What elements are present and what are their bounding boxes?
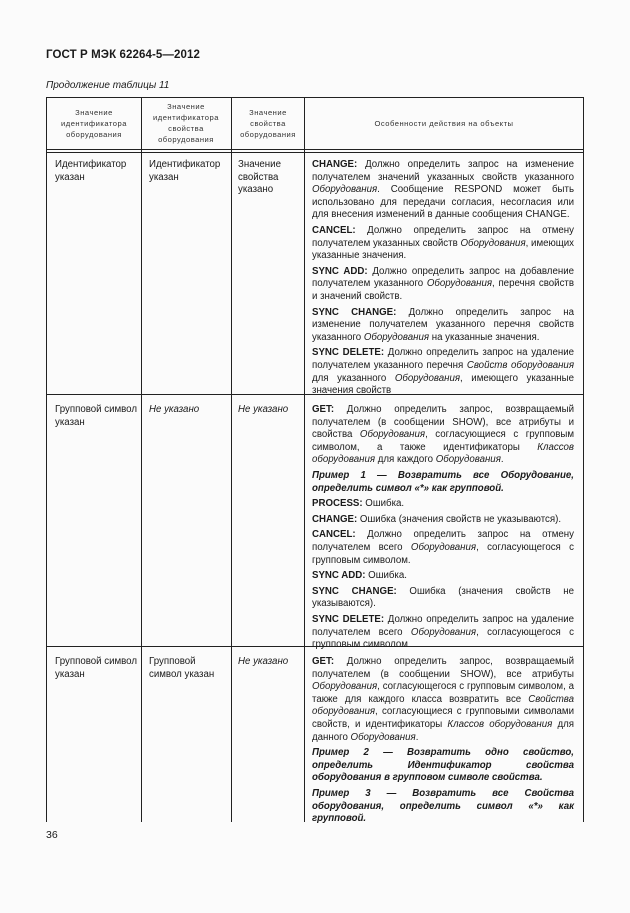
row-divider bbox=[46, 152, 584, 153]
description-text: . Сообщение RESPOND может быть использовано для передачи согласия, несогласия или для внесения изменений в данные сообщения CHANGE. bbox=[312, 184, 574, 221]
description-text: , имеющих указанные значения. bbox=[312, 237, 575, 262]
italic-term: Оборудования bbox=[410, 626, 477, 638]
description-text: , согласующегося с групповым символом. bbox=[312, 541, 574, 566]
description-text: . bbox=[500, 454, 504, 466]
description-paragraph bbox=[312, 225, 574, 263]
action-keyword: SYNC ADD: bbox=[312, 570, 366, 582]
description-text: , согласующегося с групповым символом bbox=[312, 626, 574, 651]
action-keyword: CANCEL: bbox=[312, 224, 356, 236]
description-text: Должно определить запрос, возвращаемый получателем (в сообщении SHOW), все атрибуты и свойства bbox=[312, 404, 574, 441]
description-text: . bbox=[415, 731, 419, 743]
description-text: Должно определить запрос на изменение получателем значений указанных свойств указанного bbox=[312, 159, 574, 183]
italic-term: Оборудования bbox=[410, 541, 477, 553]
table-11 bbox=[46, 97, 584, 825]
description-text: Ошибка. bbox=[365, 570, 407, 582]
description-text: Ошибка (значения свойств не указываются). bbox=[357, 513, 562, 525]
column-divider bbox=[583, 97, 584, 822]
action-keyword: GET: bbox=[312, 656, 335, 667]
description-paragraph bbox=[312, 266, 574, 304]
example-paragraph bbox=[312, 747, 574, 785]
action-keyword: SYNC CHANGE: bbox=[312, 585, 397, 597]
italic-term: Оборудования bbox=[359, 429, 426, 441]
row1-property-id: Идентификатор указан bbox=[149, 159, 221, 183]
italic-term: Оборудования bbox=[426, 278, 493, 290]
description-paragraph bbox=[312, 347, 574, 397]
action-keyword: CHANGE: bbox=[312, 513, 358, 525]
description-text: на указанные значения. bbox=[429, 331, 540, 343]
row2-property-value: Не указано bbox=[238, 404, 289, 415]
description-paragraph bbox=[312, 586, 574, 611]
italic-term: Оборудования bbox=[312, 681, 378, 693]
header-property-value: Значение свойства оборудования bbox=[240, 107, 296, 139]
header-property-id: Значение идентификатора свойства оборудования bbox=[153, 102, 219, 144]
header-action-description: Особенности действия на объекты bbox=[374, 118, 514, 128]
description-paragraph bbox=[312, 614, 574, 652]
description-paragraph bbox=[312, 159, 574, 222]
action-keyword: SYNC CHANGE: bbox=[312, 306, 397, 318]
description-text: Должно определить запрос на удаление получателем всего bbox=[312, 613, 574, 638]
description-text: Ошибка (значения свойств не указываются). bbox=[312, 585, 574, 610]
description-text: , имеющего указанные значения свойств bbox=[312, 372, 574, 397]
italic-term: Свойств оборудования bbox=[466, 359, 574, 371]
row3-property-id: Групповой символ указан bbox=[149, 656, 215, 680]
action-keyword: GET: bbox=[312, 404, 335, 415]
italic-term: Оборудования bbox=[435, 454, 501, 466]
action-keyword: CANCEL: bbox=[312, 529, 356, 541]
italic-term: Оборудования bbox=[460, 237, 526, 249]
italic-term: Оборудования bbox=[363, 331, 430, 343]
action-keyword: CHANGE: bbox=[312, 159, 358, 170]
header-equipment-id: Значение идентификатора оборудования bbox=[61, 107, 127, 139]
description-text: для указанного bbox=[312, 372, 395, 384]
description-text: для каждого bbox=[375, 454, 436, 466]
column-divider bbox=[46, 97, 47, 822]
action-keyword: PROCESS: bbox=[312, 498, 363, 510]
row1-description bbox=[312, 159, 574, 398]
description-text: Должно определить запрос на изменение получателем указанного перечня свойств указанного bbox=[312, 306, 574, 343]
row3-equipment-id: Групповой символ указан bbox=[55, 656, 138, 680]
description-paragraph bbox=[312, 307, 574, 345]
column-divider bbox=[304, 97, 305, 822]
row2-description bbox=[312, 404, 574, 652]
table-caption: Продолжение таблицы 11 bbox=[46, 80, 170, 91]
document-header: ГОСТ Р МЭК 62264-5—2012 bbox=[46, 49, 200, 61]
row2-equipment-id: Групповой символ указан bbox=[55, 404, 138, 428]
column-divider bbox=[141, 97, 142, 822]
row1-equipment-id: Идентификатор указан bbox=[55, 159, 127, 183]
italic-term: Свойства оборудования bbox=[312, 693, 574, 718]
description-paragraph bbox=[312, 514, 574, 527]
row3-property-value: Не указано bbox=[238, 656, 289, 667]
italic-term: Оборудования bbox=[312, 184, 378, 196]
description-paragraph bbox=[312, 656, 574, 744]
example-text: Пример 2 — Возвратить одно свойство, определить Идентификатор свойства оборудования в групповом символе свойства. bbox=[312, 747, 574, 784]
italic-term: Классов оборудования bbox=[447, 718, 553, 730]
description-paragraph bbox=[312, 404, 574, 467]
action-keyword: SYNC DELETE: bbox=[312, 613, 385, 625]
example-text: Пример 1 — Возвратить все Оборудование, определить символ «*» как групповой. bbox=[312, 469, 574, 494]
description-text: для данного bbox=[312, 718, 574, 743]
description-text: , согласующиеся с групповым символом, а также идентификаторы bbox=[312, 429, 575, 453]
description-text: Должно определить запрос на удаление получателем указанного перечня bbox=[312, 347, 574, 371]
example-paragraph bbox=[312, 470, 574, 495]
row3-description bbox=[312, 656, 574, 828]
example-paragraph bbox=[312, 788, 574, 826]
description-text: , согласующегося с групповым символом, а также для каждого класса возвратить все bbox=[312, 681, 574, 705]
page-number: 36 bbox=[46, 829, 58, 841]
header-row-divider bbox=[46, 149, 584, 150]
description-text: Должно определить запрос на добавление получателем указанного bbox=[312, 265, 574, 290]
description-text: , согласующиеся с групповыми символами свойств, и идентификаторы bbox=[312, 706, 574, 730]
description-text: Ошибка. bbox=[362, 498, 405, 510]
row1-property-value: Значение свойства указано bbox=[238, 159, 281, 196]
action-keyword: SYNC ADD: bbox=[312, 265, 368, 277]
italic-term: Классов оборудования bbox=[312, 441, 574, 466]
description-text: Должно определить запрос, возвращаемый получателем (в сообщении SHOW), все атрибуты bbox=[312, 656, 574, 680]
description-text: Должно определить запрос на отмену получателем всего bbox=[312, 529, 574, 553]
column-divider bbox=[231, 97, 232, 822]
italic-term: Оборудования bbox=[394, 372, 461, 384]
description-paragraph bbox=[312, 570, 574, 583]
description-paragraph bbox=[312, 498, 574, 511]
description-text: Должно определить запрос на отмену получателем указанных свойств bbox=[312, 224, 574, 249]
description-text: , перечня свойств и значений свойств. bbox=[312, 278, 574, 302]
italic-term: Оборудования bbox=[350, 731, 416, 743]
description-paragraph bbox=[312, 529, 574, 567]
row2-property-id: Не указано bbox=[149, 404, 200, 415]
example-text: Пример 3 — Возвратить все Свойства оборудования, определить символ «*» как групповой. bbox=[312, 787, 574, 825]
action-keyword: SYNC DELETE: bbox=[312, 347, 385, 359]
